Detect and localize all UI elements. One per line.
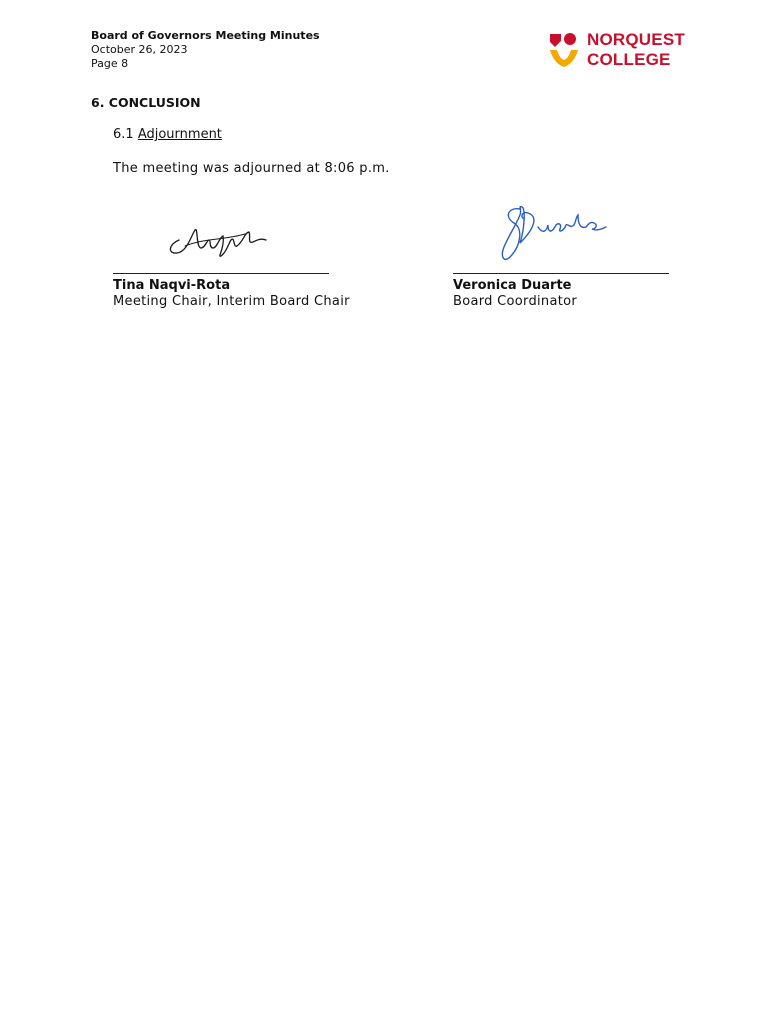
logo-wordmark bbox=[587, 30, 685, 70]
subsection-number: 6.1 bbox=[113, 127, 134, 142]
meeting-date: October 26, 2023 bbox=[91, 43, 188, 56]
signatory-2-name: Veronica Duarte bbox=[453, 278, 572, 293]
subsection-heading bbox=[113, 127, 222, 142]
signature-2-image bbox=[498, 203, 610, 265]
section-heading: 6. CONCLUSION bbox=[91, 95, 201, 110]
logo-line-2: COLLEGE bbox=[587, 50, 671, 69]
signatory-1-name: Tina Naqvi-Rota bbox=[113, 278, 231, 293]
norquest-logo-mark-icon bbox=[549, 32, 579, 68]
signature-1-image bbox=[165, 218, 270, 260]
document-header bbox=[91, 29, 320, 71]
logo-line-1: NORQUEST bbox=[587, 30, 685, 49]
document-title: Board of Governors Meeting Minutes bbox=[91, 29, 320, 42]
signatory-1-role: Meeting Chair, Interim Board Chair bbox=[113, 294, 350, 309]
adjournment-text: The meeting was adjourned at 8:06 p.m. bbox=[113, 161, 390, 176]
norquest-college-logo bbox=[549, 30, 689, 70]
signatory-2-role: Board Coordinator bbox=[453, 294, 578, 309]
subsection-title: Adjournment bbox=[137, 127, 222, 142]
signature-1-line bbox=[113, 273, 329, 274]
page-number: Page 8 bbox=[91, 57, 129, 70]
signature-2-line bbox=[453, 273, 669, 274]
